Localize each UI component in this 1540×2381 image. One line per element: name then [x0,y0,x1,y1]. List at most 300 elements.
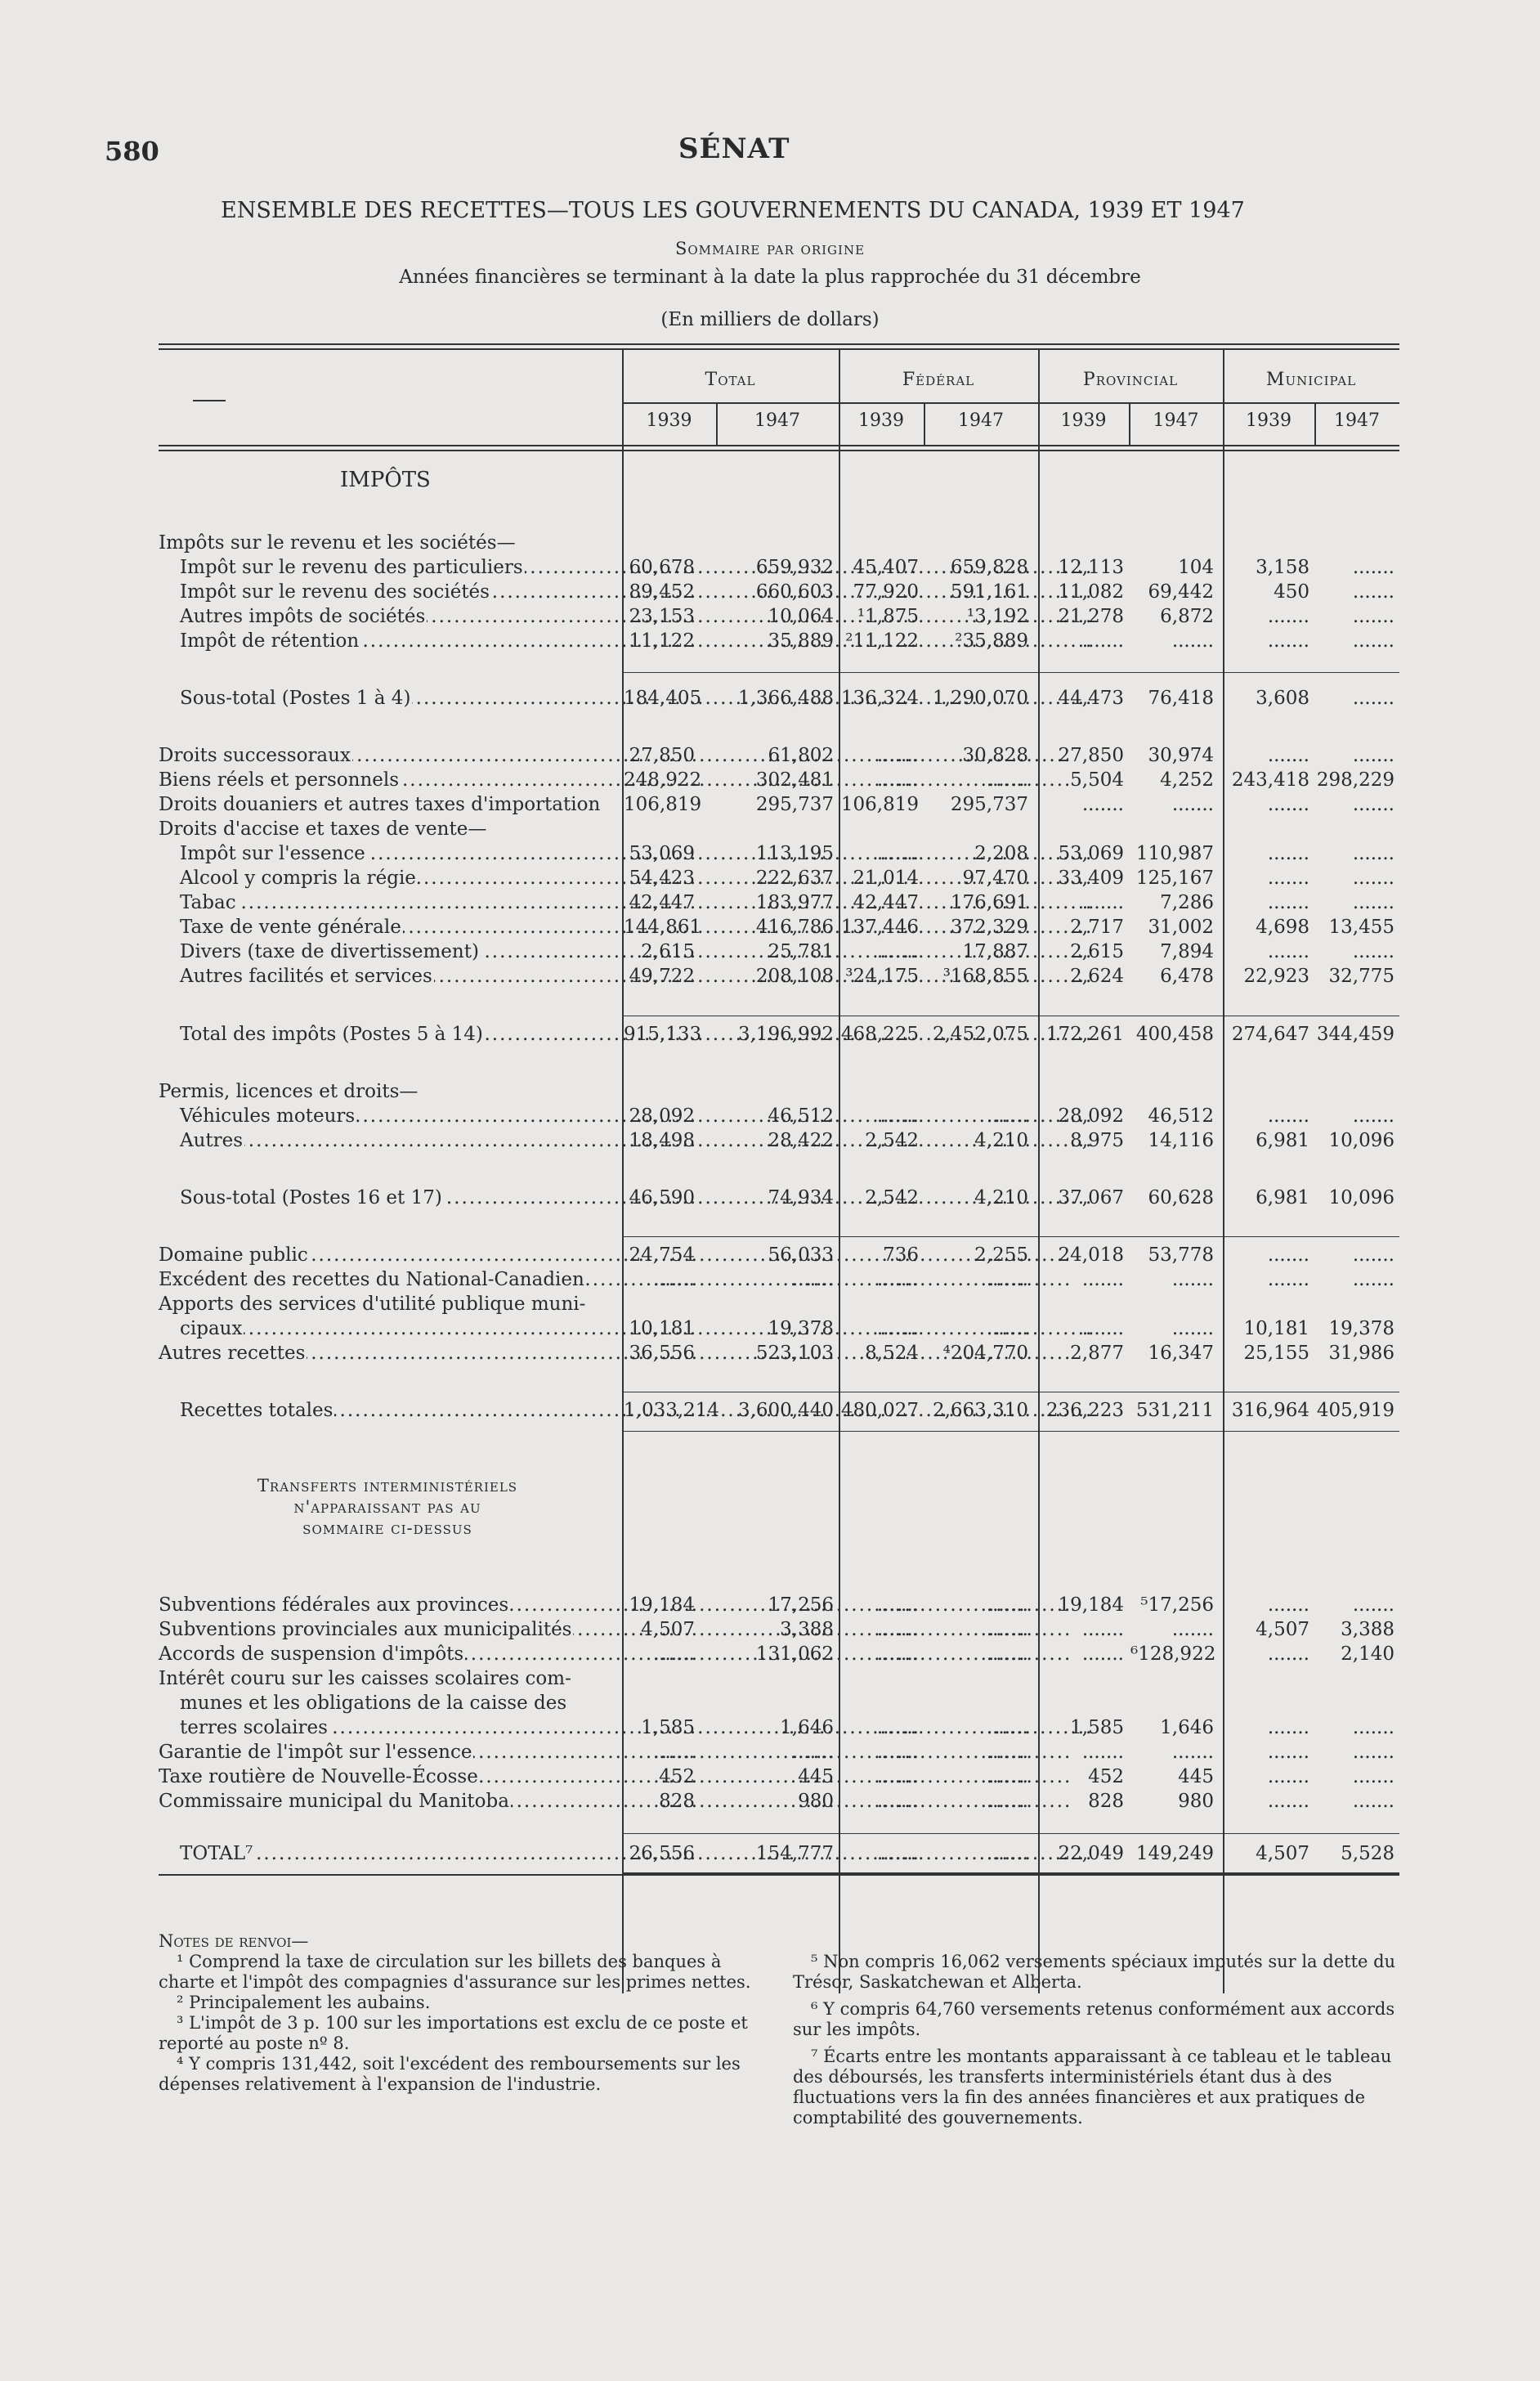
row-label [159,768,616,792]
row-label [159,1666,616,1691]
row-label [180,629,616,653]
table-cell: ....... [1267,1244,1309,1266]
table-row [159,768,1399,792]
table-cell: 2,877 [1070,1343,1124,1364]
table-cell: 25,155 [1243,1343,1309,1364]
table-cell: 104 [1178,557,1214,578]
table-row [159,1593,1399,1617]
row-label-text: Taxe de vente générale [180,917,401,938]
table-cell: 11,122 [629,630,695,652]
table-cell: 16,347 [1148,1343,1214,1364]
rule [159,445,1399,446]
table-cell: ....... [1352,1269,1395,1290]
table-cell: 42,447 [629,892,695,913]
row-label-text: Impôt sur l'essence [180,843,365,864]
table-cell: ³168,855 [942,966,1028,987]
table-cell: ....... [876,1269,919,1290]
row-label-text: Autres recettes [159,1343,306,1364]
table-cell: ....... [1171,630,1214,652]
table-cell: ....... [1081,1643,1124,1665]
table-cell: 27,850 [1058,745,1124,766]
table-cell: 523,103 [755,1343,834,1364]
rule [622,1833,1399,1834]
table-cell: 480,027 [840,1400,919,1421]
table-cell: 2,542 [865,1187,919,1208]
table-cell: 1,585 [641,1717,695,1738]
table-row [159,1292,1399,1316]
table-cell: ....... [876,1843,919,1864]
table-cell: 5,504 [1070,769,1124,791]
table-cell: ....... [791,1269,834,1290]
table-cell: 172,261 [1045,1024,1124,1045]
notes-title: Notes de renvoi— [159,1931,309,1951]
table-cell: 131,062 [755,1643,834,1665]
table-cell: 125,167 [1135,868,1214,889]
row-label [180,1691,616,1715]
table-cell: 54,423 [629,868,695,889]
table-cell: 22,923 [1243,966,1309,987]
table-cell: 74,934 [768,1187,834,1208]
table-row [159,1666,1399,1691]
table-cell: 53,778 [1148,1244,1214,1266]
row-label [180,1186,616,1210]
year-header: 1939 [1060,410,1107,431]
row-label [159,1740,616,1764]
table-cell: ....... [876,1318,919,1339]
table-row [159,1789,1399,1814]
table-cell: ....... [1352,745,1395,766]
table-row [159,1104,1399,1128]
table-cell: 23,153 [629,606,695,627]
table-cell: ....... [1352,1742,1395,1763]
table-cell: 10,096 [1328,1187,1395,1208]
table-row [159,1642,1399,1666]
row-label [180,915,616,939]
table-cell: 208,108 [755,966,834,987]
page-number: 580 [105,136,159,167]
table-cell: 2,542 [865,1130,919,1151]
table-cell: 46,512 [768,1105,834,1127]
section-impots: IMPÔTS [340,468,431,492]
row-label [180,1128,616,1153]
table-cell: ....... [1352,1244,1395,1266]
table-cell: 416,786 [755,917,834,938]
table-cell: ....... [1352,1717,1395,1738]
table-cell: ....... [652,1742,695,1763]
table-cell: 4,507 [1256,1843,1309,1864]
footnote-7: ⁷ Écarts entre les montants apparaissant à ce tableau et le tableau des déboursés, les transferts interministériels étant dus à des fluctuations vers la fin des années financières et aux pratiques de comptabilité des gouvernements. [793,2047,1392,2128]
table-cell: ....... [986,1619,1028,1640]
table-cell: 113,195 [755,843,834,864]
table-cell: 19,378 [1328,1318,1395,1339]
table-cell: ....... [876,1619,919,1640]
table-row [159,1267,1399,1292]
table-cell: 3,388 [780,1619,834,1640]
row-label [159,1341,616,1365]
row-label-text: Recettes totales [180,1400,334,1421]
table-cell: ....... [1352,892,1395,913]
table-cell: 77,920 [853,581,919,603]
table-cell: 236,223 [1045,1400,1124,1421]
table-cell: 12,113 [1058,557,1124,578]
table-cell: ....... [986,1269,1028,1290]
table-row [159,1740,1399,1764]
table-cell: 1,033,214 [624,1400,720,1421]
row-label [180,1841,616,1866]
table-cell: 10,096 [1328,1130,1395,1151]
row-label-text: Divers (taxe de divertissement) [180,941,479,962]
table-cell: 25,781 [768,941,834,962]
table-cell: 828 [1088,1791,1124,1812]
stub-dash [193,400,226,401]
table-cell: ....... [1267,1105,1309,1127]
footnotes-right [793,1952,1399,2128]
row-label [180,841,616,866]
table-cell: ....... [876,1791,919,1812]
table-cell: 828 [659,1791,695,1812]
row-label-text: Excédent des recettes du National-Canadien [159,1269,584,1290]
rule [159,343,1399,345]
table-cell: 8,975 [1070,1130,1124,1151]
table-cell: 19,378 [768,1318,834,1339]
table-cell: ....... [1081,630,1124,652]
table-cell: ....... [652,1269,695,1290]
table-cell: 89,452 [629,581,695,603]
table-cell: ....... [1267,606,1309,627]
table-cell: 445 [798,1766,834,1787]
table-cell: 28,422 [768,1130,834,1151]
table-cell: ....... [986,1766,1028,1787]
table-cell: 136,324 [840,688,919,709]
row-label [180,939,616,964]
table-cell: ....... [1081,1269,1124,1290]
table-cell: ....... [876,1643,919,1665]
table-cell: 97,470 [962,868,1028,889]
table-row [159,1316,1399,1341]
table-cell: 30,828 [962,745,1028,766]
row-label [159,817,616,841]
table-row [159,964,1399,989]
row-label-text: Droits d'accise et taxes de vente— [159,818,487,840]
table-cell: 1,366,488 [737,688,834,709]
row-label-text: Véhicules moteurs [180,1105,356,1127]
table-cell: 450 [1274,581,1309,603]
table-cell: 5,528 [1341,1843,1395,1864]
table-cell: 45,407 [853,557,919,578]
table-cell: 4,698 [1256,917,1309,938]
row-label-text: Droits douaniers et autres taxes d'importation [159,794,601,815]
table-cell: 222,637 [755,868,834,889]
table-cell: ....... [1267,794,1309,815]
row-label [159,1789,616,1814]
table-row [159,1128,1399,1153]
table-cell: 17,887 [962,941,1028,962]
table-cell: 19,184 [1058,1594,1124,1616]
table-cell: 49,722 [629,966,695,987]
table-cell: ....... [876,843,919,864]
table-cell: ....... [1171,794,1214,815]
row-label [180,1398,616,1423]
row-label [180,555,616,580]
table-cell: 2,140 [1341,1643,1395,1665]
table-cell: ²35,889 [955,630,1028,652]
row-label-text: Apports des services d'utilité publique muni- [159,1294,586,1315]
table-cell: 60,628 [1148,1187,1214,1208]
table-cell: 2,615 [641,941,695,962]
table-cell: 4,252 [1160,769,1214,791]
rule [622,402,1399,404]
row-label-text: Sous-total (Postes 16 et 17) [180,1187,442,1208]
row-label [159,1292,616,1316]
table-cell: 17,256 [768,1594,834,1616]
footnotes-left [159,1931,755,2095]
table-row [159,1186,1399,1210]
table-subtitle: Sommaire par origine [674,239,866,258]
row-label-text: Biens réels et personnels [159,769,400,791]
table-cell: ....... [876,1594,919,1616]
year-header: 1947 [1334,410,1380,431]
table-cell: ....... [1081,1742,1124,1763]
row-label [180,686,616,711]
table-cell: ....... [1171,1318,1214,1339]
table-cell: ....... [876,1105,919,1127]
table-cell: ¹1,875 [857,606,919,627]
table-row [159,743,1399,768]
table-row [159,1715,1399,1740]
row-label [159,1642,616,1666]
footnote-1: ¹ Comprend la taxe de circulation sur les billets des banques à charte et l'impôt des compagnies d'assurance sur les primes nettes. [159,1952,751,1992]
year-header: 1947 [754,410,800,431]
table-cell: ....... [876,745,919,766]
row-label [180,1104,616,1128]
row-label [180,604,616,629]
table-cell: ....... [1352,688,1395,709]
table-cell: 106,819 [624,794,702,815]
table-cell: ⁵17,256 [1140,1594,1214,1616]
table-cell: ....... [1267,1594,1309,1616]
table-cell: ....... [986,769,1028,791]
table-cell: 11,082 [1058,581,1124,603]
table-cell: 405,919 [1316,1400,1395,1421]
group-header: Provincial [1082,370,1179,390]
fiscal-year-note: Années financières se terminant à la date la plus rapprochée du 31 décembre [399,267,1141,288]
rule [622,1236,1399,1237]
table-cell: 295,737 [755,794,834,815]
row-label-text: Accords de suspension d'impôts [159,1643,464,1665]
running-head: SÉNAT [678,132,790,165]
table-cell: 21,014 [853,868,919,889]
table-cell: ....... [1352,1594,1395,1616]
table-cell: 28,092 [1058,1105,1124,1127]
table-cell: 4,507 [641,1619,695,1640]
table-cell: 1,646 [1160,1717,1214,1738]
table-row [159,1764,1399,1789]
table-cell: 400,458 [1135,1024,1214,1045]
table-row [159,915,1399,939]
table-cell: ....... [876,769,919,791]
table-cell: 24,018 [1058,1244,1124,1266]
table-cell: 4,507 [1256,1619,1309,1640]
row-label-text: Total des impôts (Postes 5 à 14) [180,1024,483,1045]
table-cell: 19,184 [629,1594,695,1616]
table-cell: 1,646 [780,1717,834,1738]
row-label [159,1593,616,1617]
table-cell: 42,447 [853,892,919,913]
table-cell: 468,225 [840,1024,919,1045]
rule [622,672,1399,673]
table-cell: 1,290,070 [932,688,1028,709]
table-cell: 659,828 [950,557,1028,578]
table-cell: ....... [1267,745,1309,766]
table-cell: 6,981 [1256,1187,1309,1208]
units-note: (En milliers de dollars) [660,309,880,330]
table-cell: 980 [1178,1791,1214,1812]
table-cell: 31,002 [1148,917,1214,938]
table-cell: 316,964 [1231,1400,1309,1421]
table-cell: ....... [1171,1619,1214,1640]
footnote-2: ² Principalement les aubains. [177,1993,431,2012]
section-transferts: sommaire ci-dessus [302,1518,472,1538]
table-cell: 36,556 [629,1343,695,1364]
row-label-text: Droits successoraux [159,745,351,766]
rule [159,450,1399,451]
table-row [159,841,1399,866]
row-label-text: Taxe routière de Nouvelle-Écosse [159,1766,478,1787]
table-cell: ....... [876,941,919,962]
year-header: 1947 [1153,410,1199,431]
table-cell: 110,987 [1135,843,1214,864]
row-label [180,1022,616,1047]
table-cell: ....... [1352,868,1395,889]
table-cell: 344,459 [1316,1024,1395,1045]
table-cell: ....... [1081,794,1124,815]
table-cell: 3,388 [1341,1619,1395,1640]
table-row [159,792,1399,817]
table-cell: 33,409 [1058,868,1124,889]
table-cell: ....... [986,1318,1028,1339]
rule [622,1431,1399,1432]
table-cell: ²11,122 [845,630,919,652]
table-cell: 46,512 [1148,1105,1214,1127]
table-cell: 154,777 [755,1843,834,1864]
table-cell: ....... [1267,1766,1309,1787]
table-cell: 8,524 [865,1343,919,1364]
table-cell: 10,181 [1243,1318,1309,1339]
table-cell: ....... [986,1791,1028,1812]
table-cell: ....... [1352,843,1395,864]
row-label-text: Garantie de l'impôt sur l'essence [159,1742,472,1763]
row-label-text: Impôts sur le revenu et les sociétés— [159,532,516,554]
table-cell: 7,894 [1160,941,1214,962]
year-header: 1947 [958,410,1004,431]
row-label [159,1079,616,1104]
table-cell: 452 [1088,1766,1124,1787]
table-cell: ....... [1352,941,1395,962]
table-cell: 10,064 [768,606,834,627]
table-cell: ....... [876,1742,919,1763]
table-cell: ....... [1267,630,1309,652]
table-cell: 184,405 [624,688,702,709]
table-cell: 736 [883,1244,919,1266]
table-cell: 26,556 [629,1843,695,1864]
table-cell: 53,069 [1058,843,1124,864]
table-cell: ....... [791,1742,834,1763]
table-cell: ....... [1352,1791,1395,1812]
year-header: 1939 [646,410,692,431]
row-label-text: Alcool y compris la régie [180,868,416,889]
row-label-text: Autres impôts de sociétés [180,606,426,627]
table-cell: ....... [986,1843,1028,1864]
row-label [180,964,616,989]
table-cell: 27,850 [629,745,695,766]
table-row [159,555,1399,580]
table-cell: 183,977 [755,892,834,913]
table-cell: ....... [652,1643,695,1665]
table-cell: 3,158 [1256,557,1309,578]
group-header: Municipal [1265,370,1357,390]
row-label-text: Tabac [180,892,236,913]
row-label-text: Domaine public [159,1244,308,1266]
table-cell: ....... [1352,581,1395,603]
table-cell: 2,208 [974,843,1028,864]
table-cell: ....... [986,1105,1028,1127]
table-cell: ....... [1267,1643,1309,1665]
table-cell: 2,255 [974,1244,1028,1266]
table-row [159,580,1399,604]
table-cell: 13,455 [1328,917,1395,938]
table-row [159,1398,1399,1423]
table-cell: ³24,175 [845,966,919,987]
table-cell: 61,802 [768,745,834,766]
table-cell: 44,473 [1058,688,1124,709]
table-cell: 531,211 [1135,1400,1214,1421]
table-cell: ....... [1081,892,1124,913]
table-cell: ....... [986,1594,1028,1616]
row-label-text: munes et les obligations de la caisse des [180,1693,567,1714]
table-row [159,604,1399,629]
table-row [159,939,1399,964]
table-cell: 3,608 [1256,688,1309,709]
table-cell: ....... [1352,794,1395,815]
row-label [159,1267,616,1292]
table-cell: 2,663,310 [932,1400,1028,1421]
table-cell: 660,603 [755,581,834,603]
row-label [180,866,616,890]
row-label [180,890,616,915]
footnote-6: ⁶ Y compris 64,760 versements retenus conformément aux accords sur les impôts. [793,1999,1395,2039]
table-cell: 7,286 [1160,892,1214,913]
table-cell: 445 [1178,1766,1214,1787]
table-cell: 4,210 [974,1187,1028,1208]
row-label-text: terres scolaires [180,1717,328,1738]
footnote-3: ³ L'impôt de 3 p. 100 sur les importations est exclu de ce poste et reporté au poste nº 8. [159,2013,748,2053]
row-label [159,1617,616,1642]
table-row [159,817,1399,841]
table-cell: 69,442 [1148,581,1214,603]
row-label [159,792,616,817]
table-cell: 35,889 [768,630,834,652]
row-label-text: Commissaire municipal du Manitoba [159,1791,509,1812]
table-cell: ....... [1267,1717,1309,1738]
table-cell: 452 [659,1766,695,1787]
table-row [159,686,1399,711]
row-label-text: Sous-total (Postes 1 à 4) [180,688,411,709]
table-cell: ¹3,192 [966,606,1028,627]
year-header: 1939 [1246,410,1292,431]
table-cell: ....... [1352,557,1395,578]
table-cell: 21,278 [1058,606,1124,627]
table-cell: 10,181 [629,1318,695,1339]
